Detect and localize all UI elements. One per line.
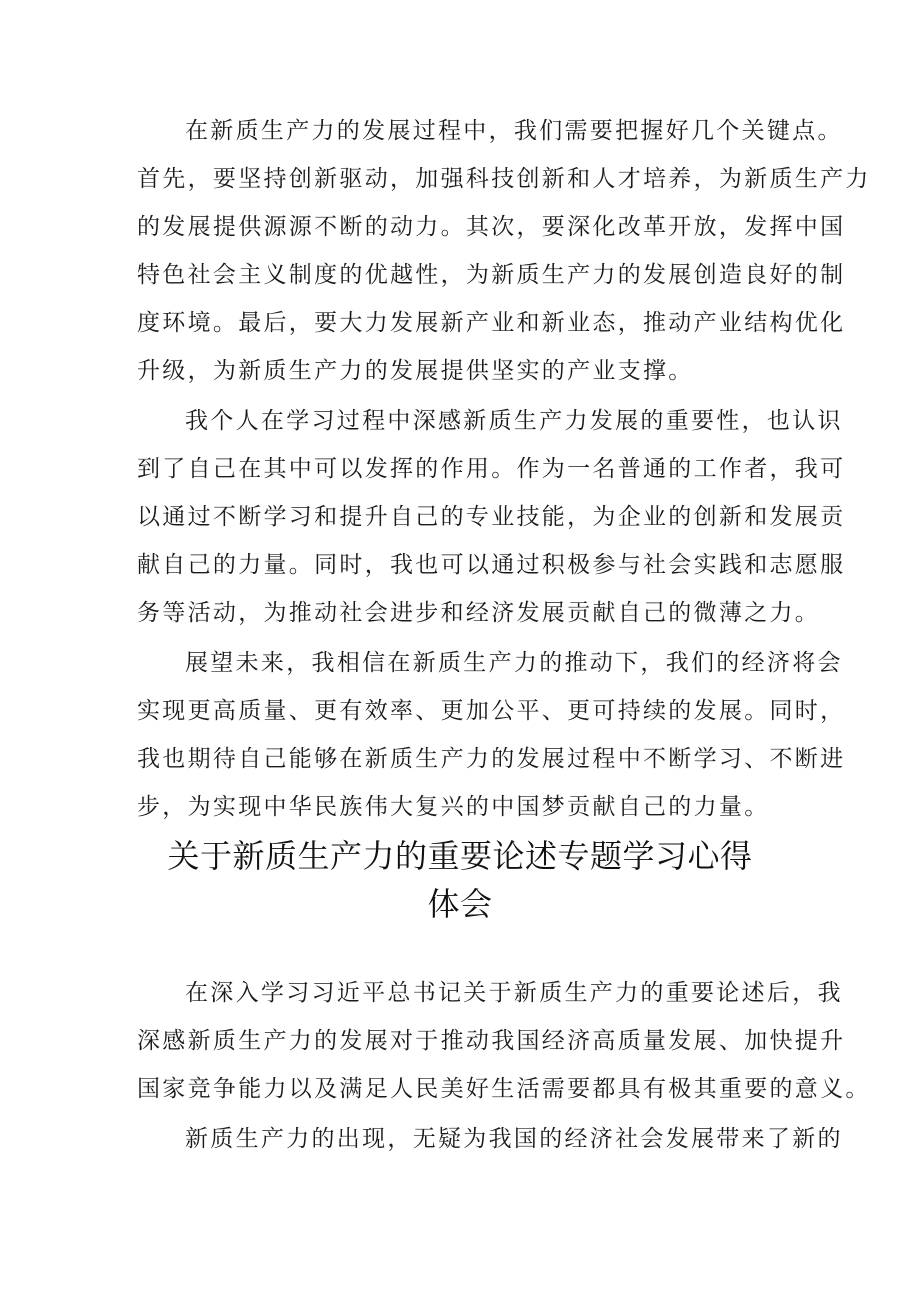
paragraph-line: 首先，要坚持创新驱动，加强科技创新和人才培养，为新质生产力 [137,166,871,192]
paragraph-line: 国家竞争能力以及满足人民美好生活需要都具有极其重要的意义。 [137,1076,871,1102]
paragraph-line: 在深入学习习近平总书记关于新质生产力的重要论述后，我 [185,980,843,1006]
paragraph-line: 特色社会主义制度的优越性，为新质生产力的发展创造良好的制 [137,262,846,288]
paragraph-line: 步，为实现中华民族伟大复兴的中国梦贡献自己的力量。 [137,794,770,820]
paragraph-line: 在新质生产力的发展过程中，我们需要把握好几个关键点。 [185,118,843,144]
paragraph-line: 我也期待自己能够在新质生产力的发展过程中不断学习、不断进 [137,746,846,772]
paragraph-line: 的发展提供源源不断的动力。其次，要深化改革开放，发挥中国 [137,214,846,240]
paragraph-line: 我个人在学习过程中深感新质生产力发展的重要性，也认识 [185,408,843,434]
paragraph-line: 度环境。最后，要大力发展新产业和新业态，推动产业结构优化 [137,310,846,336]
paragraph-line: 献自己的力量。同时，我也可以通过积极参与社会实践和志愿服 [137,552,846,578]
paragraph-line: 新质生产力的出现，无疑为我国的经济社会发展带来了新的 [185,1126,843,1152]
paragraph-line: 务等活动，为推动社会进步和经济发展贡献自己的微薄之力。 [137,600,821,626]
title-line: 关于新质生产力的重要论述专题学习心得 [167,837,753,875]
paragraph-line: 到了自己在其中可以发挥的作用。作为一名普通的工作者，我可 [137,456,846,482]
paragraph-line: 深感新质生产力的发展对于推动我国经济高质量发展、加快提升 [137,1028,846,1054]
paragraph-line: 以通过不断学习和提升自己的专业技能，为企业的创新和发展贡 [137,504,846,530]
paragraph-line: 升级，为新质生产力的发展提供坚实的产业支撑。 [137,358,694,384]
title-line: 体会 [427,885,493,923]
paragraph-line: 展望未来，我相信在新质生产力的推动下，我们的经济将会 [185,650,843,676]
paragraph-line: 实现更高质量、更有效率、更加公平、更可持续的发展。同时， [137,698,846,724]
